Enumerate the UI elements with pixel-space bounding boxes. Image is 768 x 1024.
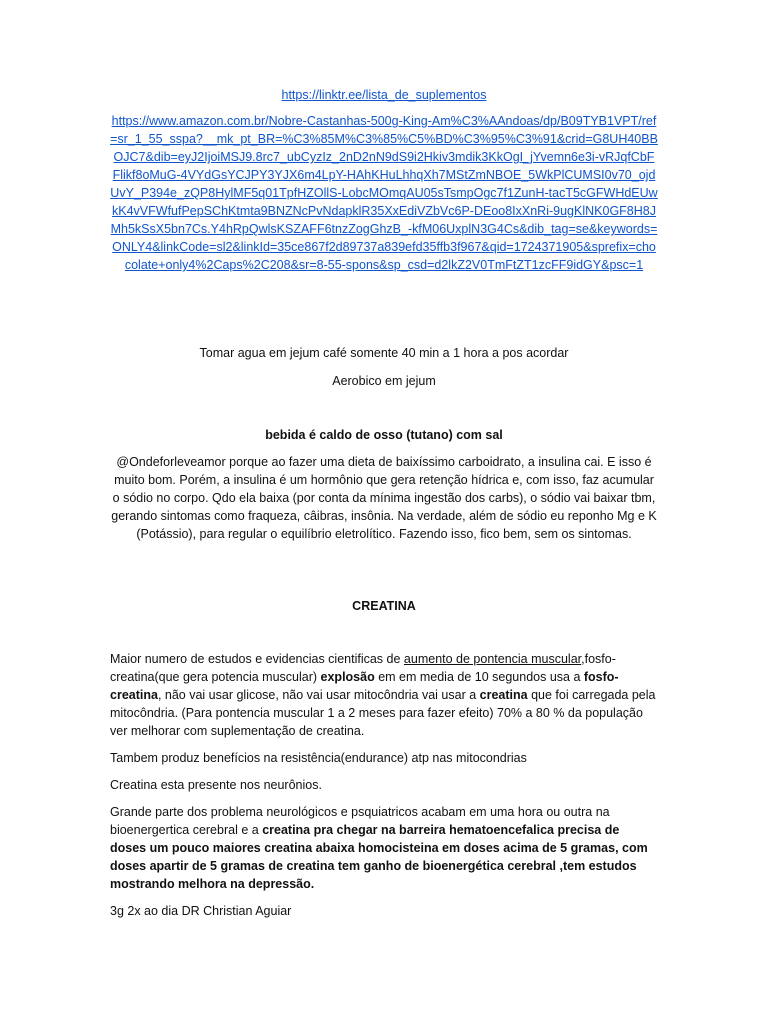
potencia-paragraph: [110, 650, 658, 740]
neurologicos-bold: creatina pra chegar na barreira hematoencefalica precisa de doses um pouco maiores creatina abaixa homocisteina em doses acima de 5 gramas, com doses apartir de 5 gramas de creatina tem ganho de bioenergética cerebral ,tem estudos mostrando melhora na depressão.: [110, 823, 648, 891]
neurologicos-paragraph: [110, 803, 658, 893]
insulina-paragraph: @Ondeforleveamor porque ao fazer uma dieta de baixíssimo carboidrato, a insulina cai. E isso é muito bom. Porém, a insulina é um hormônio que gera retenção hídrica e, com isso, faz acumular o sódio no corpo. Qdo ela baixa (por conta da mínima ingestão dos carbs), o sódio vai baixar tbm, gerando sintomas como fraqueza, câibras, insônia. Na verdade, além de sódio eu reponho Mg e K (Potássio), para regular o equilíbrio eletrolítico. Fazendo isso, fico bem, sem os sintomas.: [111, 455, 657, 541]
neurologicos-text-1: Grande parte dos problema neurológicos e psquiatricos acabam em uma hora ou outra na bioenergertica cerebral e a: [110, 805, 610, 837]
potencia-text-3: ,fosfo-creatina(que gera potencia muscular): [110, 652, 616, 684]
explosao-bold: explosão: [320, 670, 375, 684]
dose-line: 3g 2x ao dia DR Christian Aguiar: [110, 904, 292, 918]
potencia-underlined: aumento de pontencia muscular: [403, 652, 582, 666]
creatina-bold: creatina: [479, 688, 528, 702]
jejum-cafe-line: Tomar agua em jejum café somente 40 min a 1 hora a pos acordar: [199, 346, 569, 360]
bebida-heading: bebida é caldo de osso (tutano) com sal: [265, 428, 503, 442]
aerobico-line: Aerobico em jejum: [332, 374, 436, 388]
potencia-text-1: Maior numero de estudos e evidencias cientificas de: [110, 652, 404, 666]
fosfo-creatina-bold: fosfo-creatina: [110, 670, 619, 702]
amazon-link-line: [110, 112, 658, 274]
endurance-line: Tambem produz benefícios na resistência(endurance) atp nas mitocondrias: [110, 751, 527, 765]
potencia-text-7: , não vai usar glicose, não vai usar mitocôndria vai usar a: [157, 688, 480, 702]
linktree-link-line: [110, 86, 658, 104]
amazon-link[interactable]: https://www.amazon.com.br/Nobre-Castanhas-500g-King-Am%C3%AAndoas/dp/B09TYB1VPT/ref=sr_1_55_sspa?__mk_pt_BR=%C3%85M%C3%85%C5%BD%C3%95%C3%91&crid=G8UH40BBOJC7&dib=eyJ2IjoiMSJ9.8rc7_ubCyzIz_2nD2nN9dS9i2Hkiv3mdik3KkOgI_jYvemn6e3i-vRJqfCbFFlikf8oMuG-4VYdGsYCJPY3YJX6m4LpY-HAhKHuLhhqXh7MStZmNBOE_5WkPlCUMSI0v70_ojdUvY_P394e_zQP8HylMF5q01TpfHZOllS-LobcMOmqAU05sTsmpOgc7f1ZunH-tacT5cGFWHdEUwkK4vVFWfufPepSChKtmta9BNZNcPvNdapklR35XxEdiVZbVc6P-DEoo8IxXnRi-9ugKlNK0GF8H8JMh5kSsX5bn7Cs.Y4hRpQwlsKSZAFF6tnzZogGhzB_-kfM06UxplN3G4Cs&dib_tag=se&keywords=ONLY4&linkCode=sl2&linkId=35ce867f2d89737a839efd35ffb3f967&qid=1724371905&sprefix=chocolate+only4%2Caps%2C208&sr=8-55-spons&sp_csd=d2lkZ2V0TmFtZT1zcFF9idGY&psc=1: [110, 114, 658, 272]
potencia-text-5: em em media de 10 segundos usa a: [374, 670, 584, 684]
neuronios-line: Creatina esta presente nos neurônios.: [110, 778, 322, 792]
creatina-heading: CREATINA: [352, 599, 416, 613]
potencia-text-9: que foi carregada pela mitocôndria. (Para pontencia muscular 1 a 2 meses para fazer efeito) 70% a 80 % da população ver melhorar com suplementação de creatina.: [110, 688, 656, 738]
linktree-link[interactable]: https://linktr.ee/lista_de_suplementos: [281, 88, 487, 102]
